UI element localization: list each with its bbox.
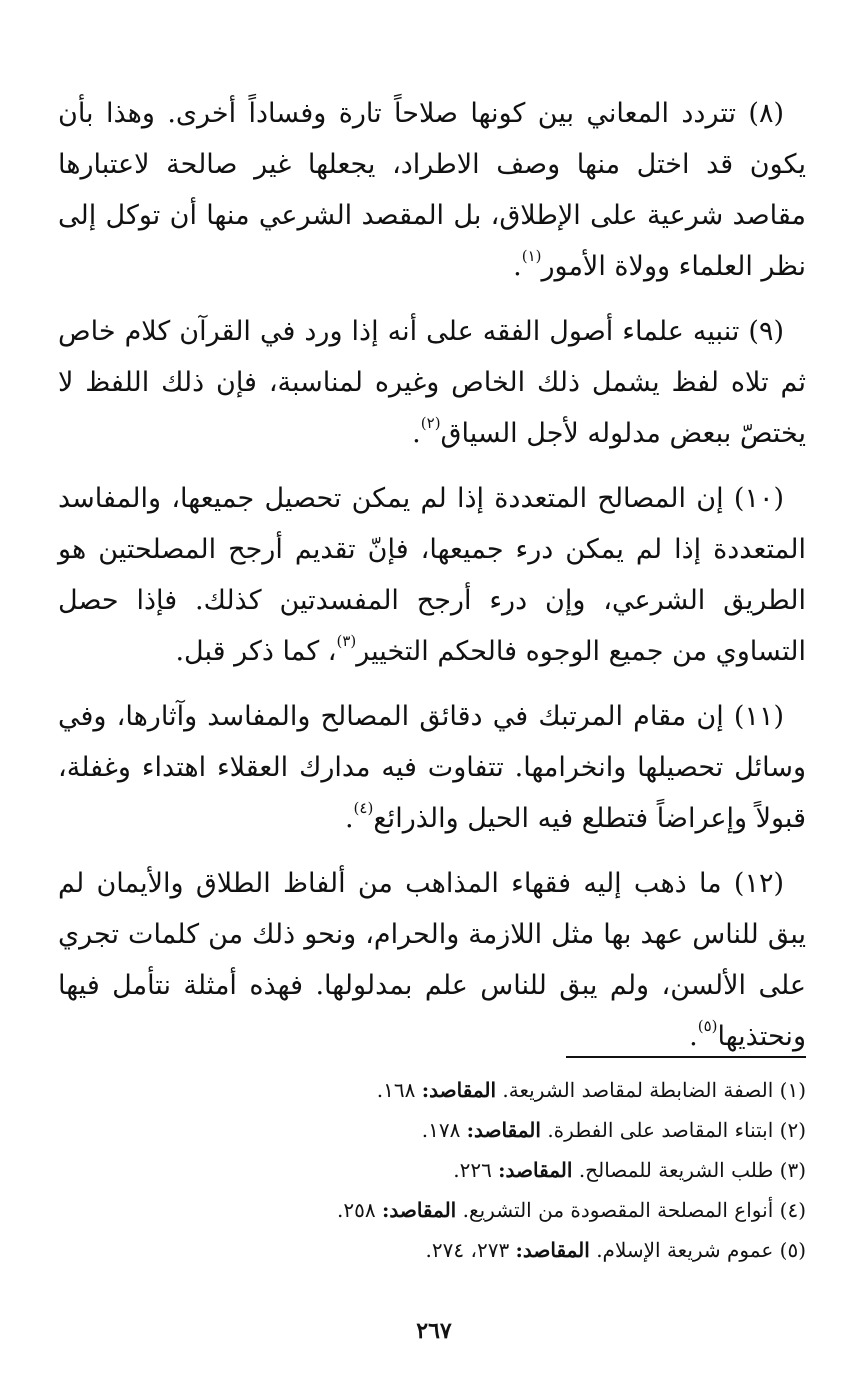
paragraph-11	[58, 691, 806, 844]
footnote-ref: (١)	[521, 247, 542, 265]
footnote-title: الصفة الضابطة لمقاصد الشريعة.	[502, 1078, 774, 1102]
paragraph-text: (٨) تتردد المعاني بين كونها صلاحاً تارة وفساداً أخرى. وهذا بأن يكون قد اختل منها وصف الاطراد، يجعلها غير صالحة لاعتبارها مقاصد شرعية على الإطلاق، بل المقصد الشرعي منها أن توكل إلى نظر العلماء وولاة الأمور	[58, 98, 806, 282]
footnote-number: (٤)	[779, 1198, 806, 1222]
paragraph-end: .	[344, 803, 354, 834]
footnote-pages: ١٧٨.	[421, 1118, 461, 1142]
footnote-pages: ١٦٨.	[376, 1078, 416, 1102]
footnote-divider	[566, 1056, 806, 1058]
footnote-source-label: المقاصد:	[466, 1118, 541, 1142]
paragraph-end: ، كما ذكر قبل.	[175, 636, 337, 667]
footnote-ref: (٢)	[420, 414, 441, 432]
footnote-3	[58, 1150, 806, 1190]
footnote-4	[58, 1190, 806, 1230]
paragraph-text: (١٠) إن المصالح المتعددة إذا لم يمكن تحصيل جميعها، والمفاسد المتعددة إذا لم يمكن درء جميعها، فإنّ تقديم أرجح المصلحتين هو الطريق الشرعي، وإن درء أرجح المفسدتين كذلك. فإذا حصل التساوي من جميع الوجوه فالحكم التخيير	[58, 483, 806, 667]
footnote-pages: ٢٢٦.	[453, 1158, 492, 1182]
footnote-1	[58, 1070, 806, 1110]
footnote-title: أنواع المصلحة المقصودة من التشريع.	[462, 1198, 774, 1222]
paragraph-8	[58, 88, 806, 292]
footnote-number: (١)	[779, 1078, 806, 1102]
footnotes	[58, 1070, 806, 1270]
paragraph-end: .	[689, 1021, 698, 1052]
footnote-5	[58, 1230, 806, 1270]
paragraph-end: .	[412, 418, 421, 449]
footnote-number: (٥)	[779, 1238, 806, 1262]
footnote-title: عموم شريعة الإسلام.	[596, 1238, 774, 1262]
footnote-pages: ٢٧٣، ٢٧٤.	[425, 1238, 510, 1262]
paragraph-text: (١٢) ما ذهب إليه فقهاء المذاهب من ألفاظ الطلاق والأيمان لم يبق للناس عهد بها مثل اللازمة والحرام، ونحو ذلك من كلمات تجري على الألسن، ولم يبق للناس علم بمدلولها. فهذه أمثلة نتأمل فيها ونحتذيها	[58, 868, 806, 1052]
footnote-ref: (٥)	[697, 1017, 718, 1035]
paragraph-text: (١١) إن مقام المرتبك في دقائق المصالح والمفاسد وآثارها، وفي وسائل تحصيلها وانخرامها. تتفاوت فيه مدارك العقلاء اهتداء وغفلة، قبولاً وإعراضاً فتطلع فيه الحيل والذرائع	[58, 701, 806, 834]
footnote-ref: (٣)	[336, 632, 357, 650]
paragraph-end: .	[513, 251, 522, 282]
footnote-ref: (٤)	[353, 799, 374, 817]
footnote-2	[58, 1110, 806, 1150]
paragraph-9	[58, 306, 806, 459]
page-number: ٢٦٧	[416, 1318, 452, 1344]
footnote-number: (٢)	[779, 1118, 806, 1142]
paragraph-10	[58, 473, 806, 677]
footnote-source-label: المقاصد:	[421, 1078, 497, 1102]
main-text	[58, 88, 806, 1076]
footnote-source-label: المقاصد:	[381, 1198, 457, 1222]
footnote-source-label: المقاصد:	[498, 1158, 573, 1182]
footnote-number: (٣)	[779, 1158, 806, 1182]
paragraph-text: (٩) تنبيه علماء أصول الفقه على أنه إذا ورد في القرآن كلام خاص ثم تلاه لفظ يشمل ذلك الخاص وغيره لمناسبة، فإن ذلك اللفظ لا يختصّ ببعض مدلوله لأجل السياق	[58, 316, 806, 449]
footnote-pages: ٢٥٨.	[337, 1198, 376, 1222]
footnote-source-label: المقاصد:	[515, 1238, 590, 1262]
paragraph-12	[58, 858, 806, 1062]
footnote-title: ابتناء المقاصد على الفطرة.	[547, 1118, 774, 1142]
footnote-title: طلب الشريعة للمصالح.	[578, 1158, 774, 1182]
